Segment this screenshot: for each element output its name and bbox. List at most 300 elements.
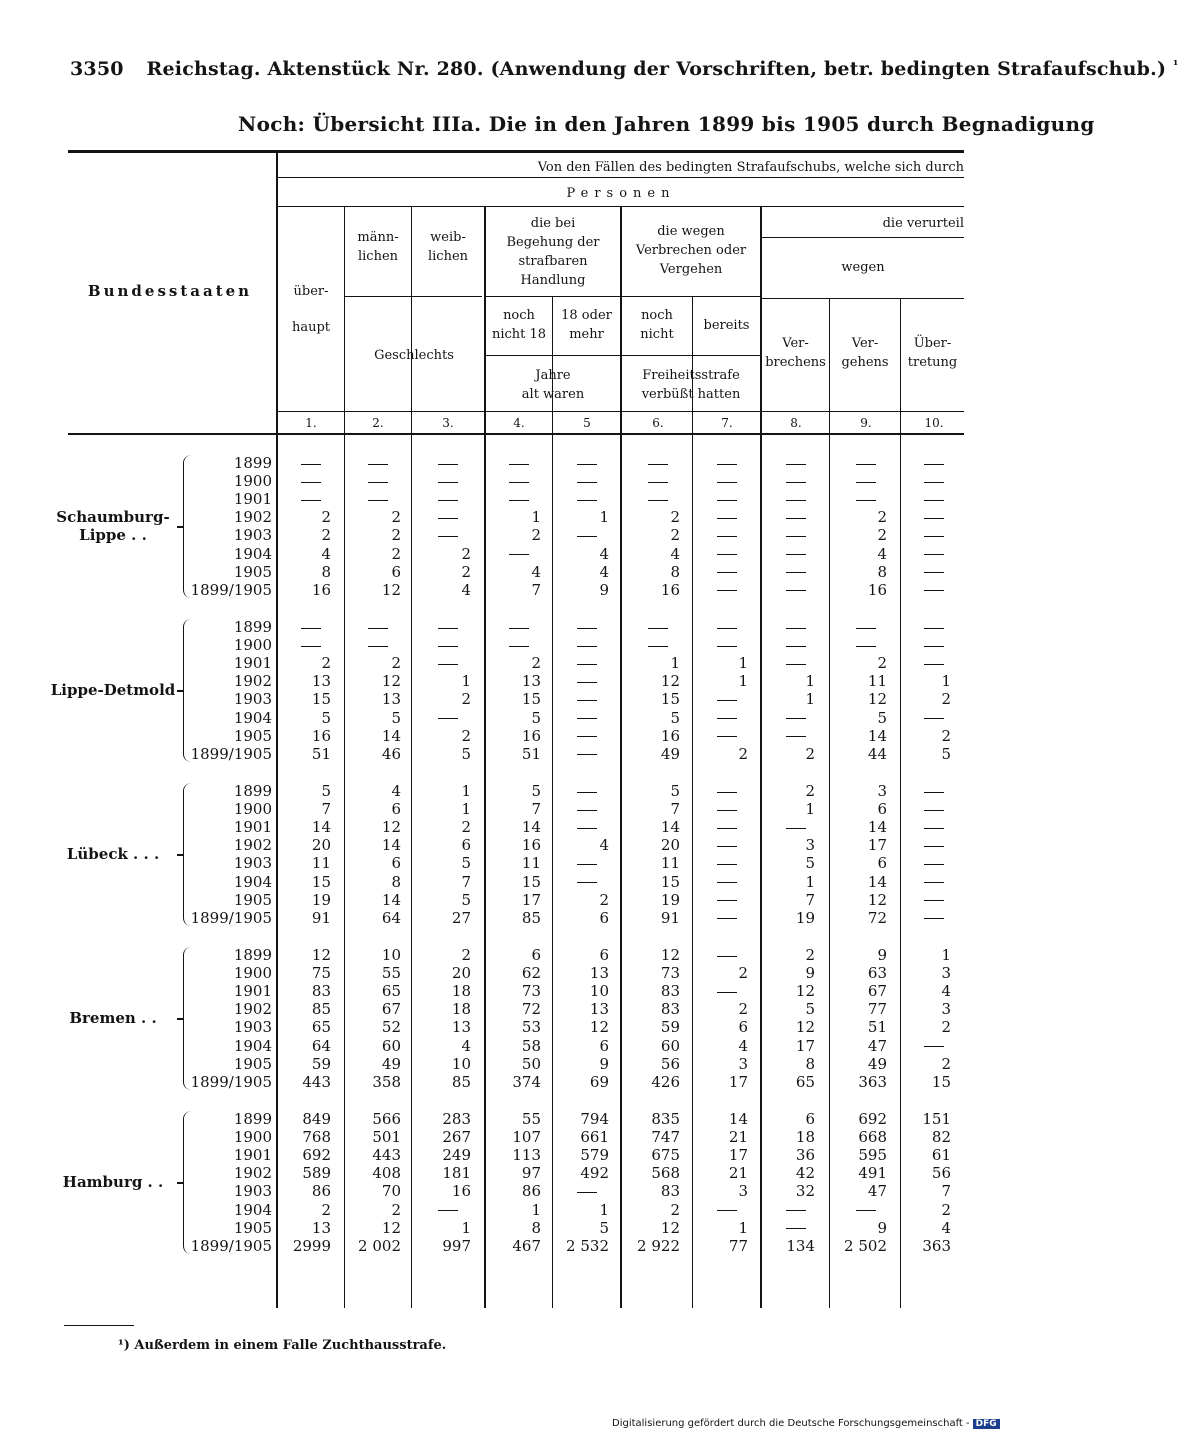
cell-col-1: 2 <box>321 508 331 527</box>
column-number-1: 1. <box>305 416 317 430</box>
cell-col-10: 151 <box>922 1110 951 1128</box>
page-number: 3350 <box>70 58 124 80</box>
dash-mark <box>717 828 737 829</box>
cell-col-7 <box>717 490 737 508</box>
cell-col-5: 579 <box>580 1146 609 1165</box>
cell-col-5: 9 <box>599 580 609 599</box>
cell-col-6: 83 <box>660 1182 680 1201</box>
cell-col-8 <box>786 472 806 490</box>
row-year: 1900 <box>233 636 272 655</box>
cell-col-7 <box>717 508 737 526</box>
cell-col-10 <box>924 854 944 872</box>
cell-col-9: 5 <box>877 708 887 727</box>
dash-mark <box>577 792 597 793</box>
cell-col-2: 67 <box>381 1000 401 1019</box>
dash-mark <box>577 736 597 737</box>
row-year: 1901 <box>233 490 272 509</box>
dash-mark <box>924 464 944 465</box>
dash-mark <box>924 718 944 719</box>
col10-header: Über- tretung <box>907 336 958 370</box>
cell-col-4: 97 <box>521 1164 541 1183</box>
cell-col-1: 11 <box>311 854 331 873</box>
dash-mark <box>924 828 944 829</box>
cell-col-9 <box>856 1201 876 1219</box>
dash-mark <box>368 482 388 483</box>
dash-mark <box>509 482 529 483</box>
cell-col-4 <box>509 545 529 563</box>
cell-col-2: 60 <box>381 1036 401 1055</box>
cell-col-1: 86 <box>311 1182 331 1201</box>
cell-col-1: 589 <box>302 1164 331 1183</box>
cell-col-10 <box>924 545 944 563</box>
dash-mark <box>717 464 737 465</box>
cell-col-2: 2 <box>391 544 401 563</box>
dash-mark <box>717 554 737 555</box>
row-year: 1904 <box>233 872 272 891</box>
dash-mark <box>924 572 944 573</box>
dash-mark <box>509 646 529 647</box>
dash-mark <box>717 572 737 573</box>
cell-col-2: 52 <box>381 1018 401 1037</box>
table-row <box>0 964 1000 982</box>
cell-col-3: 1 <box>461 782 471 800</box>
running-title-mark: ¹ <box>1172 58 1178 72</box>
table-row <box>0 745 1000 763</box>
table-row <box>0 1037 1000 1055</box>
cell-col-6: 59 <box>660 1018 680 1037</box>
dash-mark <box>924 1046 944 1047</box>
cell-col-9: 692 <box>858 1110 887 1128</box>
cell-col-10: 4 <box>941 982 951 1001</box>
cell-col-8 <box>786 1219 806 1237</box>
dash-mark <box>368 646 388 647</box>
cell-col-1: 59 <box>311 1054 331 1073</box>
dash-mark <box>924 918 944 919</box>
cell-col-3: 6 <box>461 836 471 855</box>
dash-mark <box>717 1210 737 1211</box>
cell-col-5 <box>577 818 597 836</box>
cell-col-10 <box>924 891 944 909</box>
dash-mark <box>438 718 458 719</box>
cell-col-5: 69 <box>589 1072 609 1091</box>
cell-col-6: 16 <box>660 580 680 599</box>
cell-col-3: 13 <box>451 1018 471 1037</box>
cell-col-5 <box>577 672 597 690</box>
cell-col-10: 61 <box>931 1146 951 1165</box>
cell-col-10: 2 <box>941 690 951 709</box>
cell-col-5: 13 <box>589 1000 609 1019</box>
table-row <box>0 1018 1000 1036</box>
cell-col-3: 20 <box>451 964 471 983</box>
cell-col-6: 568 <box>651 1164 680 1183</box>
cell-col-2: 13 <box>381 690 401 709</box>
cell-col-5 <box>577 690 597 708</box>
table-row <box>0 1128 1000 1146</box>
dash-mark <box>717 700 737 701</box>
dash-mark <box>577 664 597 665</box>
table-row <box>0 545 1000 563</box>
cell-col-9: 668 <box>858 1128 887 1147</box>
cell-col-5 <box>577 654 597 672</box>
cell-col-7: 4 <box>738 1036 748 1055</box>
cell-col-1: 768 <box>302 1128 331 1147</box>
cell-col-1 <box>301 490 321 508</box>
cell-col-2: 2 <box>391 654 401 673</box>
cell-col-1: 65 <box>311 1018 331 1037</box>
geschlechts-header: Geschlechts <box>374 348 454 363</box>
row-year: 1901 <box>233 982 272 1001</box>
row-year: 1900 <box>233 472 272 491</box>
cell-col-8: 1 <box>805 690 815 709</box>
cell-col-9: 72 <box>867 908 887 927</box>
cell-col-3 <box>438 454 458 472</box>
cell-col-7 <box>717 800 737 818</box>
cell-col-2: 70 <box>381 1182 401 1201</box>
cell-col-6: 12 <box>660 946 680 964</box>
cell-col-6: 12 <box>660 1218 680 1237</box>
col1-header-top: über- <box>293 284 329 299</box>
cell-col-5: 9 <box>599 1054 609 1073</box>
cell-col-10 <box>924 618 944 636</box>
row-year: 1903 <box>233 1182 272 1201</box>
cell-col-3: 10 <box>451 1054 471 1073</box>
dash-mark <box>786 590 806 591</box>
table-row <box>0 854 1000 872</box>
cell-col-5: 6 <box>599 946 609 964</box>
table-row <box>0 709 1000 727</box>
cell-col-2: 55 <box>381 964 401 983</box>
cell-col-4: 15 <box>521 690 541 709</box>
cell-col-7: 1 <box>738 1218 748 1237</box>
row-year: 1901 <box>233 654 272 673</box>
cell-col-8: 1 <box>805 672 815 691</box>
col3-header: weib- lichen <box>427 230 469 264</box>
cell-col-7 <box>717 545 737 563</box>
dash-mark <box>786 500 806 501</box>
cell-col-10 <box>924 873 944 891</box>
row-year: 1904 <box>233 544 272 563</box>
cell-col-10: 82 <box>931 1128 951 1147</box>
table-row <box>0 982 1000 1000</box>
cell-col-4: 50 <box>521 1054 541 1073</box>
cell-col-5: 4 <box>599 544 609 563</box>
cell-col-3: 16 <box>451 1182 471 1201</box>
cell-col-2 <box>368 454 388 472</box>
cell-col-7 <box>717 581 737 599</box>
dash-mark <box>924 810 944 811</box>
cell-col-8: 32 <box>795 1182 815 1201</box>
cell-col-4: 2 <box>531 654 541 673</box>
table-row <box>0 672 1000 690</box>
cell-col-2: 14 <box>381 726 401 745</box>
cell-col-3: 18 <box>451 1000 471 1019</box>
cell-col-10 <box>924 782 944 800</box>
dash-mark <box>717 956 737 957</box>
cell-col-2: 2 <box>391 508 401 527</box>
cell-col-1: 15 <box>311 690 331 709</box>
cell-col-8: 12 <box>795 982 815 1001</box>
dash-mark <box>368 464 388 465</box>
dash-mark <box>924 646 944 647</box>
row-year: 1905 <box>233 562 272 581</box>
cell-col-9: 16 <box>867 580 887 599</box>
cell-col-9 <box>856 636 876 654</box>
cell-col-6: 835 <box>651 1110 680 1128</box>
cell-col-9: 12 <box>867 890 887 909</box>
dash-mark <box>717 628 737 629</box>
cell-col-8: 2 <box>805 782 815 800</box>
cell-col-3 <box>438 508 458 526</box>
cell-col-10: 2 <box>941 726 951 745</box>
cell-col-8 <box>786 654 806 672</box>
row-year: 1899/1905 <box>190 580 272 599</box>
cell-col-8 <box>786 490 806 508</box>
cell-col-8: 2 <box>805 946 815 964</box>
cell-col-3: 2 <box>461 726 471 745</box>
cell-col-9 <box>856 454 876 472</box>
row-year: 1903 <box>233 1018 272 1037</box>
cell-col-1: 2999 <box>292 1236 331 1255</box>
cell-col-1: 5 <box>321 708 331 727</box>
cell-col-7 <box>717 782 737 800</box>
cell-col-7: 3 <box>738 1054 748 1073</box>
cell-col-4 <box>509 454 529 472</box>
cell-col-3: 4 <box>461 580 471 599</box>
dash-mark <box>786 464 806 465</box>
cell-col-5 <box>577 782 597 800</box>
col810-group-header: die verurteil <box>882 216 964 231</box>
cell-col-1: 4 <box>321 544 331 563</box>
cell-col-1: 13 <box>311 672 331 691</box>
cell-col-1: 75 <box>311 964 331 983</box>
cell-col-8: 5 <box>805 1000 815 1019</box>
cell-col-9: 14 <box>867 726 887 745</box>
cell-col-7: 2 <box>738 964 748 983</box>
dash-mark <box>717 810 737 811</box>
cell-col-8 <box>786 563 806 581</box>
row-year: 1904 <box>233 708 272 727</box>
cell-col-10: 2 <box>941 1018 951 1037</box>
cell-col-1: 2 <box>321 1200 331 1219</box>
table-row <box>0 727 1000 745</box>
cell-col-8: 9 <box>805 964 815 983</box>
rule-freiheitsstrafe <box>622 355 760 356</box>
cell-col-10: 2 <box>941 1200 951 1219</box>
dash-mark <box>786 646 806 647</box>
cell-col-9 <box>856 472 876 490</box>
dash-mark <box>924 882 944 883</box>
dash-mark <box>438 464 458 465</box>
cell-col-10: 363 <box>922 1236 951 1255</box>
cell-col-4: 113 <box>512 1146 541 1165</box>
cell-col-4: 53 <box>521 1018 541 1037</box>
dash-mark <box>924 590 944 591</box>
cell-col-4: 4 <box>531 562 541 581</box>
cell-col-4: 107 <box>512 1128 541 1147</box>
cell-col-7: 14 <box>728 1110 748 1128</box>
cell-col-8 <box>786 618 806 636</box>
dash-mark <box>577 882 597 883</box>
cell-col-3: 267 <box>442 1128 471 1147</box>
cell-col-9: 11 <box>867 672 887 691</box>
cell-col-4 <box>509 636 529 654</box>
dash-mark <box>924 518 944 519</box>
dash-mark <box>786 664 806 665</box>
cell-col-7: 77 <box>728 1236 748 1255</box>
table-row <box>0 508 1000 526</box>
dfg-logo: DFG <box>973 1419 1000 1429</box>
cell-col-4: 62 <box>521 964 541 983</box>
state-label: Schaumburg- Lippe . . <box>56 508 170 545</box>
col8-header: Ver- brechens <box>765 336 826 370</box>
dash-mark <box>577 864 597 865</box>
cell-col-6: 20 <box>660 836 680 855</box>
cell-col-10: 1 <box>941 672 951 691</box>
table-row <box>0 1219 1000 1237</box>
cell-col-3: 2 <box>461 818 471 837</box>
cell-col-5 <box>577 873 597 891</box>
rule-geschlechts <box>344 296 482 297</box>
cell-col-5 <box>577 727 597 745</box>
cell-col-9: 2 <box>877 526 887 545</box>
cell-col-2: 2 <box>391 1200 401 1219</box>
dash-mark <box>717 736 737 737</box>
cell-col-4: 2 <box>531 526 541 545</box>
table-row <box>0 563 1000 581</box>
rule-strafe <box>622 296 760 297</box>
dash-mark <box>301 500 321 501</box>
dash-mark <box>577 1192 597 1193</box>
cell-col-2: 501 <box>372 1128 401 1147</box>
cell-col-7: 1 <box>738 672 748 691</box>
dash-mark <box>438 536 458 537</box>
table-row <box>0 800 1000 818</box>
cell-col-10 <box>924 563 944 581</box>
cell-col-2: 2 <box>391 526 401 545</box>
cell-col-3 <box>438 490 458 508</box>
cell-col-4: 72 <box>521 1000 541 1019</box>
cell-col-3: 7 <box>461 872 471 891</box>
col45-group-header: die bei Begehung der strafbaren Handlung <box>506 216 600 288</box>
dash-mark <box>368 500 388 501</box>
cell-col-4: 374 <box>512 1072 541 1091</box>
dash-mark <box>924 554 944 555</box>
cell-col-4: 7 <box>531 800 541 819</box>
cell-col-6 <box>648 618 668 636</box>
cell-col-5 <box>577 636 597 654</box>
row-year: 1900 <box>233 800 272 819</box>
cell-col-2: 12 <box>381 672 401 691</box>
cell-col-9: 14 <box>867 818 887 837</box>
cell-col-7 <box>717 1201 737 1219</box>
cell-col-3: 18 <box>451 982 471 1001</box>
cell-col-8 <box>786 545 806 563</box>
dash-mark <box>786 736 806 737</box>
cell-col-1: 15 <box>311 872 331 891</box>
cell-col-7 <box>717 891 737 909</box>
cell-col-4: 15 <box>521 872 541 891</box>
cell-col-4: 58 <box>521 1036 541 1055</box>
cell-col-5 <box>577 472 597 490</box>
top-group-header: Von den Fällen des bedingten Strafaufschubs, welche sich durch <box>537 160 964 175</box>
table-row <box>0 1146 1000 1164</box>
table-row <box>0 690 1000 708</box>
running-title: Reichstag. Aktenstück Nr. 280. (Anwendung der Vorschriften, betr. bedingten Strafaufschub.) <box>146 58 1167 80</box>
dash-mark <box>717 918 737 919</box>
cell-col-6: 56 <box>660 1054 680 1073</box>
cell-col-6: 4 <box>670 544 680 563</box>
dash-mark <box>509 554 529 555</box>
digitization-credit <box>612 1418 1000 1429</box>
cell-col-9: 2 <box>877 654 887 673</box>
table-row <box>0 909 1000 927</box>
dash-mark <box>301 482 321 483</box>
jahre-header: Jahre alt waren <box>521 368 585 402</box>
cell-col-6: 83 <box>660 1000 680 1019</box>
cell-col-6 <box>648 454 668 472</box>
dash-mark <box>438 628 458 629</box>
cell-col-10: 3 <box>941 1000 951 1019</box>
row-year: 1899 <box>233 454 272 472</box>
rule-personen-top <box>278 177 964 178</box>
table-row <box>0 1201 1000 1219</box>
table-row <box>0 818 1000 836</box>
column-number-8: 8. <box>790 416 802 430</box>
cell-col-4: 85 <box>521 908 541 927</box>
cell-col-2: 49 <box>381 1054 401 1073</box>
cell-col-10 <box>924 581 944 599</box>
cell-col-6: 19 <box>660 890 680 909</box>
cell-col-7 <box>717 526 737 544</box>
cell-col-4: 1 <box>531 1200 541 1219</box>
cell-col-2: 2 002 <box>358 1236 401 1255</box>
cell-col-3 <box>438 618 458 636</box>
cell-col-4 <box>509 472 529 490</box>
cell-col-9: 363 <box>858 1072 887 1091</box>
dash-mark <box>301 628 321 629</box>
cell-col-7 <box>717 618 737 636</box>
cell-col-8: 2 <box>805 744 815 763</box>
cell-col-1: 7 <box>321 800 331 819</box>
cell-col-6: 83 <box>660 982 680 1001</box>
cell-col-4: 5 <box>531 782 541 800</box>
cell-col-3: 2 <box>461 562 471 581</box>
col7-header: bereits <box>703 318 750 333</box>
cell-col-6: 16 <box>660 726 680 745</box>
cell-col-8 <box>786 1201 806 1219</box>
rule-verurteilt <box>762 237 964 238</box>
dash-mark <box>648 646 668 647</box>
column-number-3: 3. <box>442 416 454 430</box>
cell-col-8: 8 <box>805 1054 815 1073</box>
cell-col-6: 747 <box>651 1128 680 1147</box>
dash-mark <box>856 500 876 501</box>
state-label: Hamburg . . <box>62 1173 164 1192</box>
cell-col-10: 2 <box>941 1054 951 1073</box>
cell-col-10: 4 <box>941 1218 951 1237</box>
cell-col-2 <box>368 472 388 490</box>
dash-mark <box>577 810 597 811</box>
cell-col-3: 249 <box>442 1146 471 1165</box>
cell-col-2: 4 <box>391 782 401 800</box>
state-label: Lübeck . . . <box>66 845 160 864</box>
row-year: 1899 <box>233 782 272 800</box>
cell-col-4: 51 <box>521 744 541 763</box>
table-row <box>0 836 1000 854</box>
cell-col-5 <box>577 1182 597 1200</box>
dash-mark <box>786 628 806 629</box>
dash-mark <box>648 500 668 501</box>
